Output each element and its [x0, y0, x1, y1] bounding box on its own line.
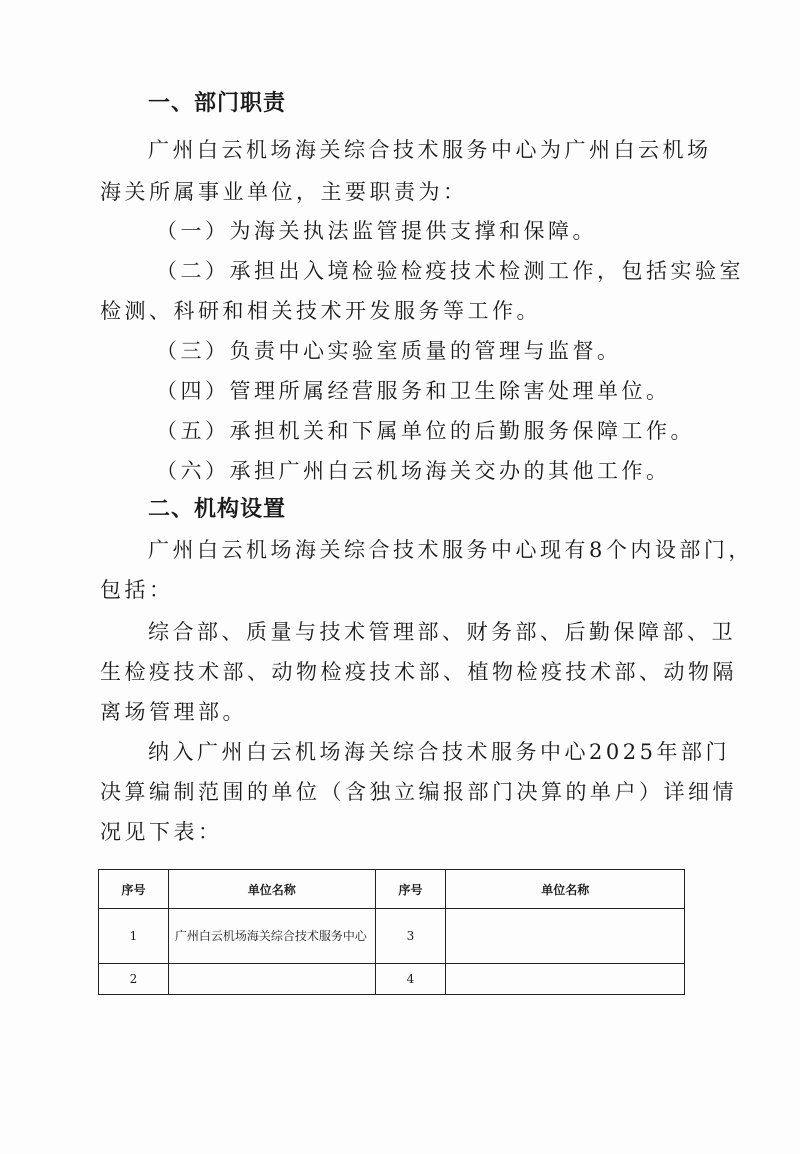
duty-item-2-continuation: 检测、科研和相关技术开发服务等工作。: [100, 299, 541, 323]
duty-item-1: （一）为海关执法监管提供支撑和保障。: [156, 219, 597, 243]
header-unit-name-1: 单位名称: [168, 870, 375, 909]
unit-table: [98, 869, 685, 995]
cell-unit-name: [168, 964, 375, 995]
scope-line2: 决算编制范围的单位（含独立编报部门决算的单户）详细情: [100, 780, 737, 804]
duty-item-4: （四）管理所属经营服务和卫生除害处理单位。: [156, 379, 671, 403]
duty-item-5: （五）承担机关和下属单位的后勤服务保障工作。: [156, 419, 695, 443]
cell-seq: 3: [375, 909, 446, 964]
scope-line3: 况见下表：: [100, 820, 223, 844]
table-header-row: [99, 870, 685, 909]
duty-item-3: （三）负责中心实验室质量的管理与监督。: [156, 339, 622, 363]
cell-seq: 1: [99, 909, 169, 964]
departments-line3: 离场管理部。: [100, 700, 247, 724]
section2-intro-line1: 广州白云机场海关综合技术服务中心现有8个内设部门，: [148, 538, 753, 562]
section2-intro-line2: 包括：: [100, 578, 174, 602]
section1-intro-line2: 海关所属事业单位，主要职责为：: [100, 180, 468, 204]
departments-line2: 生检疫技术部、动物检疫技术部、植物检疫技术部、动物隔: [100, 660, 737, 684]
cell-unit-name: 广州白云机场海关综合技术服务中心: [168, 909, 375, 964]
departments-line1: 综合部、质量与技术管理部、财务部、后勤保障部、卫: [148, 620, 736, 644]
cell-unit-name: [446, 964, 685, 995]
cell-seq: 2: [99, 964, 169, 995]
section1-heading: 一、部门职责: [148, 91, 287, 116]
table-row: [99, 909, 685, 964]
section1-intro-line1: 广州白云机场海关综合技术服务中心为广州白云机场: [148, 138, 712, 162]
header-seq-2: 序号: [375, 870, 446, 909]
table-row: [99, 964, 685, 995]
section2-heading: 二、机构设置: [148, 497, 287, 522]
duty-item-6: （六）承担广州白云机场海关交办的其他工作。: [156, 459, 671, 483]
duty-item-2: （二）承担出入境检验检疫技术检测工作，包括实验室: [156, 259, 744, 283]
header-unit-name-2: 单位名称: [446, 870, 685, 909]
cell-unit-name: [446, 909, 685, 964]
scope-line1: 纳入广州白云机场海关综合技术服务中心2025年部门: [148, 740, 730, 764]
header-seq-1: 序号: [99, 870, 169, 909]
cell-seq: 4: [375, 964, 446, 995]
